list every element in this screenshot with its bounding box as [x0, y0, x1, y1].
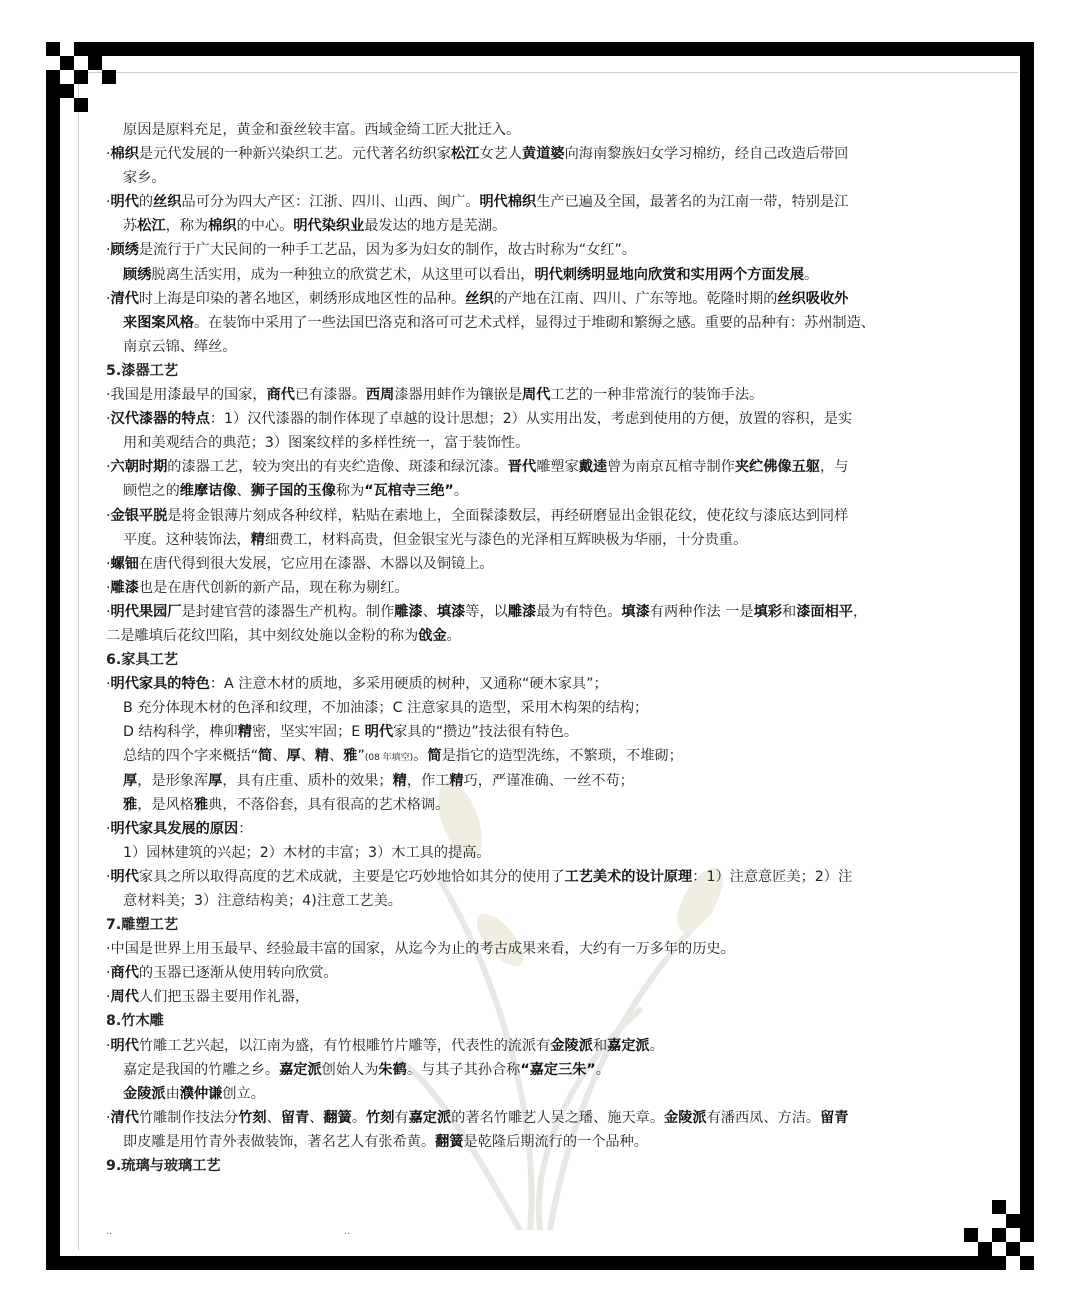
footer-dots-left: ..	[106, 1226, 113, 1237]
text-line: ·我国是用漆最早的国家，商代已有漆器。西周漆器用蚌作为镶嵌是周代工艺的一种非常流行的装饰手法。	[106, 387, 764, 404]
section-heading: 7.雕塑工艺	[106, 917, 179, 934]
section-heading: 9.琉璃与玻璃工艺	[106, 1158, 221, 1175]
text-line: ·雕漆也是在唐代创新的新产品，现在称为剔红。	[106, 579, 409, 596]
corner-pixel	[74, 70, 88, 84]
text-line: ·明代家具的特色：A 注意木材的质地，多采用硬质的树种，又通称“硬木家具”；	[106, 676, 608, 693]
corner-pixel	[60, 56, 74, 70]
text-line: 原因是原料充足，黄金和蚕丝较丰富。西域金绮工匠大批迁入。	[123, 122, 521, 138]
text-line: ·明代的丝织品可分为四大产区：江浙、四川、山西、闽广。明代棉织生产已遍及全国，最著名的为江南一带，特别是江	[106, 194, 849, 211]
text-line: 意材料美；3）注意结构美；4)注意工艺美。	[123, 893, 402, 909]
text-line: ·顾绣是流行于广大民间的一种手工艺品，因为多为妇女的制作，故古时称为“女红”。	[106, 242, 636, 259]
text-line: 嘉定是我国的竹雕之乡。嘉定派创始人为朱鹤。与其子其孙合称“嘉定三朱”。	[123, 1061, 610, 1078]
text-line: ·汉代漆器的特点：1）汉代漆器的制作体现了卓越的设计思想；2）从实用出发，考虑到使用的方便，放置的容积，是实	[106, 411, 853, 428]
corner-pixel	[1006, 1242, 1020, 1256]
text-line: ·周代人们把玉器主要用作礼器，	[106, 989, 310, 1006]
frame-right-border	[1020, 42, 1034, 1242]
text-line: 厚，是形象浑厚，具有庄重、质朴的效果；精，作工精巧，严谨准确、一丝不苟；	[123, 772, 634, 789]
corner-pixel	[46, 42, 60, 56]
frame-inner-left	[78, 72, 79, 1250]
corner-pixel	[88, 56, 102, 70]
corner-pixel	[60, 84, 74, 98]
section-heading: 8.竹木雕	[106, 1013, 164, 1030]
text-line: ·金银平脱是将金银薄片刻成各种纹样，粘贴在素地上，全面髹漆数层，再经研磨显出金银花纹，使花纹与漆底达到同样	[106, 507, 849, 524]
corner-pixel	[74, 98, 88, 112]
text-line: 雅，是风格雅典，不落俗套，具有很高的艺术格调。	[123, 796, 450, 813]
text-line: B 充分体现木材的色泽和纹理，不加油漆；C 注意家具的造型，采用木构架的结构；	[123, 700, 649, 717]
section-heading: 6.家具工艺	[106, 652, 179, 669]
frame-inner-top	[78, 72, 1018, 73]
frame-top-border	[74, 42, 1034, 56]
corner-pixel	[964, 1228, 978, 1242]
corner-pixel	[978, 1242, 992, 1256]
text-line: 家乡。	[123, 170, 166, 187]
text-line: D 结构科学，榫卯精密，坚实牢固；E 明代家具的“攒边”技法很有特色。	[123, 724, 579, 741]
text-line: ·中国是世界上用玉最早、经验最丰富的国家，从迄今为止的考古成果来看，大约有一万多年的历史。	[106, 941, 735, 958]
text-line: 南京云锦、缂丝。	[123, 338, 237, 355]
text-line: 即皮雕是用竹青外表做装饰，著名艺人有张希黄。翻簧是乾隆后期流行的一个品种。	[123, 1133, 648, 1150]
text-line: ·棉织是元代发展的一种新兴染织工艺。元代著名纺织家松江女艺人黄道婆向海南黎族妇女学习棉纺，经自己改造后带回	[106, 146, 849, 163]
text-line: ·明代家具发展的原因：	[106, 820, 253, 837]
text-line: ·螺钿在唐代得到很大发展，它应用在漆器、木器以及铜镜上。	[106, 555, 494, 572]
corner-pixel	[102, 70, 116, 84]
text-line: ·明代果园厂是封建官营的漆器生产机构。制作雕漆、填漆等，以雕漆最为有特色。填漆有两种作法 一是填彩和漆面相平，	[106, 603, 868, 620]
section-heading: 5.漆器工艺	[106, 362, 179, 379]
frame-left-border	[46, 70, 60, 1270]
text-line: 苏松江，称为棉织的中心。明代染织业最发达的地方是芜湖。	[123, 218, 507, 235]
text-line: 二是雕填后花纹凹陷，其中刻纹处施以金粉的称为戗金。	[106, 627, 461, 644]
text-line: 顾绣脱离生活实用，成为一种独立的欣赏艺术，从这里可以看出，明代刺绣明显地向欣赏和实用两个方面发展。	[123, 266, 819, 283]
footer-dots-right: ..	[344, 1226, 351, 1237]
corner-pixel	[1006, 1214, 1020, 1228]
text-line: ·商代的玉器已逐渐从使用转向欣赏。	[106, 965, 338, 982]
text-line: 来图案风格。在装饰中采用了一些法国巴洛克和洛可可艺术式样，显得过于堆砌和繁缛之感。重要的品种有：苏州制造、	[123, 314, 875, 331]
text-line: 金陵派由濮仲谦创立。	[123, 1085, 265, 1102]
corner-pixel	[992, 1200, 1006, 1214]
text-line: ·明代竹雕工艺兴起，以江南为盛，有竹根雕竹片雕等，代表性的流派有金陵派和嘉定派。	[106, 1037, 664, 1054]
text-line: ·清代竹雕制作技法分竹刻、留青、翻簧。竹刻有嘉定派的著名竹雕艺人吴之璠、施天章。金陵派有潘西凤、方洁。留青	[106, 1109, 849, 1126]
text-line: 用和美观结合的典范；3）图案纹样的多样性统一，富于装饰性。	[123, 435, 530, 452]
corner-pixel	[1020, 1256, 1034, 1270]
text-line: 顾恺之的维摩诘像、狮子国的玉像称为“瓦棺寺三绝”。	[123, 483, 469, 500]
text-line: 总结的四个字来概括“简、厚、精、雅”(08 年填空)。简是指它的造型洗练，不繁琐，不堆砌；	[123, 748, 683, 765]
text-line: ·清代时上海是印染的著名地区，刺绣形成地区性的品种。丝织的产地在江南、四川、广东等地。乾隆时期的丝织吸收外	[106, 290, 849, 307]
text-line: ·六朝时期的漆器工艺，较为突出的有夹纻造像、斑漆和绿沉漆。晋代雕塑家戴逵曾为南京瓦棺寺制作夹纻佛像五躯，与	[106, 459, 849, 476]
text-line: 平度。这种装饰法，精细费工，材料高贵，但金银宝光与漆色的光泽相互辉映极为华丽，十分贵重。	[123, 531, 748, 548]
corner-pixel	[992, 1228, 1006, 1242]
text-line: ·明代家具之所以取得高度的艺术成就，主要是它巧妙地恰如其分的使用了工艺美术的设计原理：1）注意意匠美；2）注	[106, 868, 853, 885]
document-body	[106, 118, 978, 1178]
frame-bottom-border	[46, 1256, 1006, 1270]
text-line: 1）园林建筑的兴起；2）木材的丰富；3）木工具的提高。	[123, 844, 491, 861]
